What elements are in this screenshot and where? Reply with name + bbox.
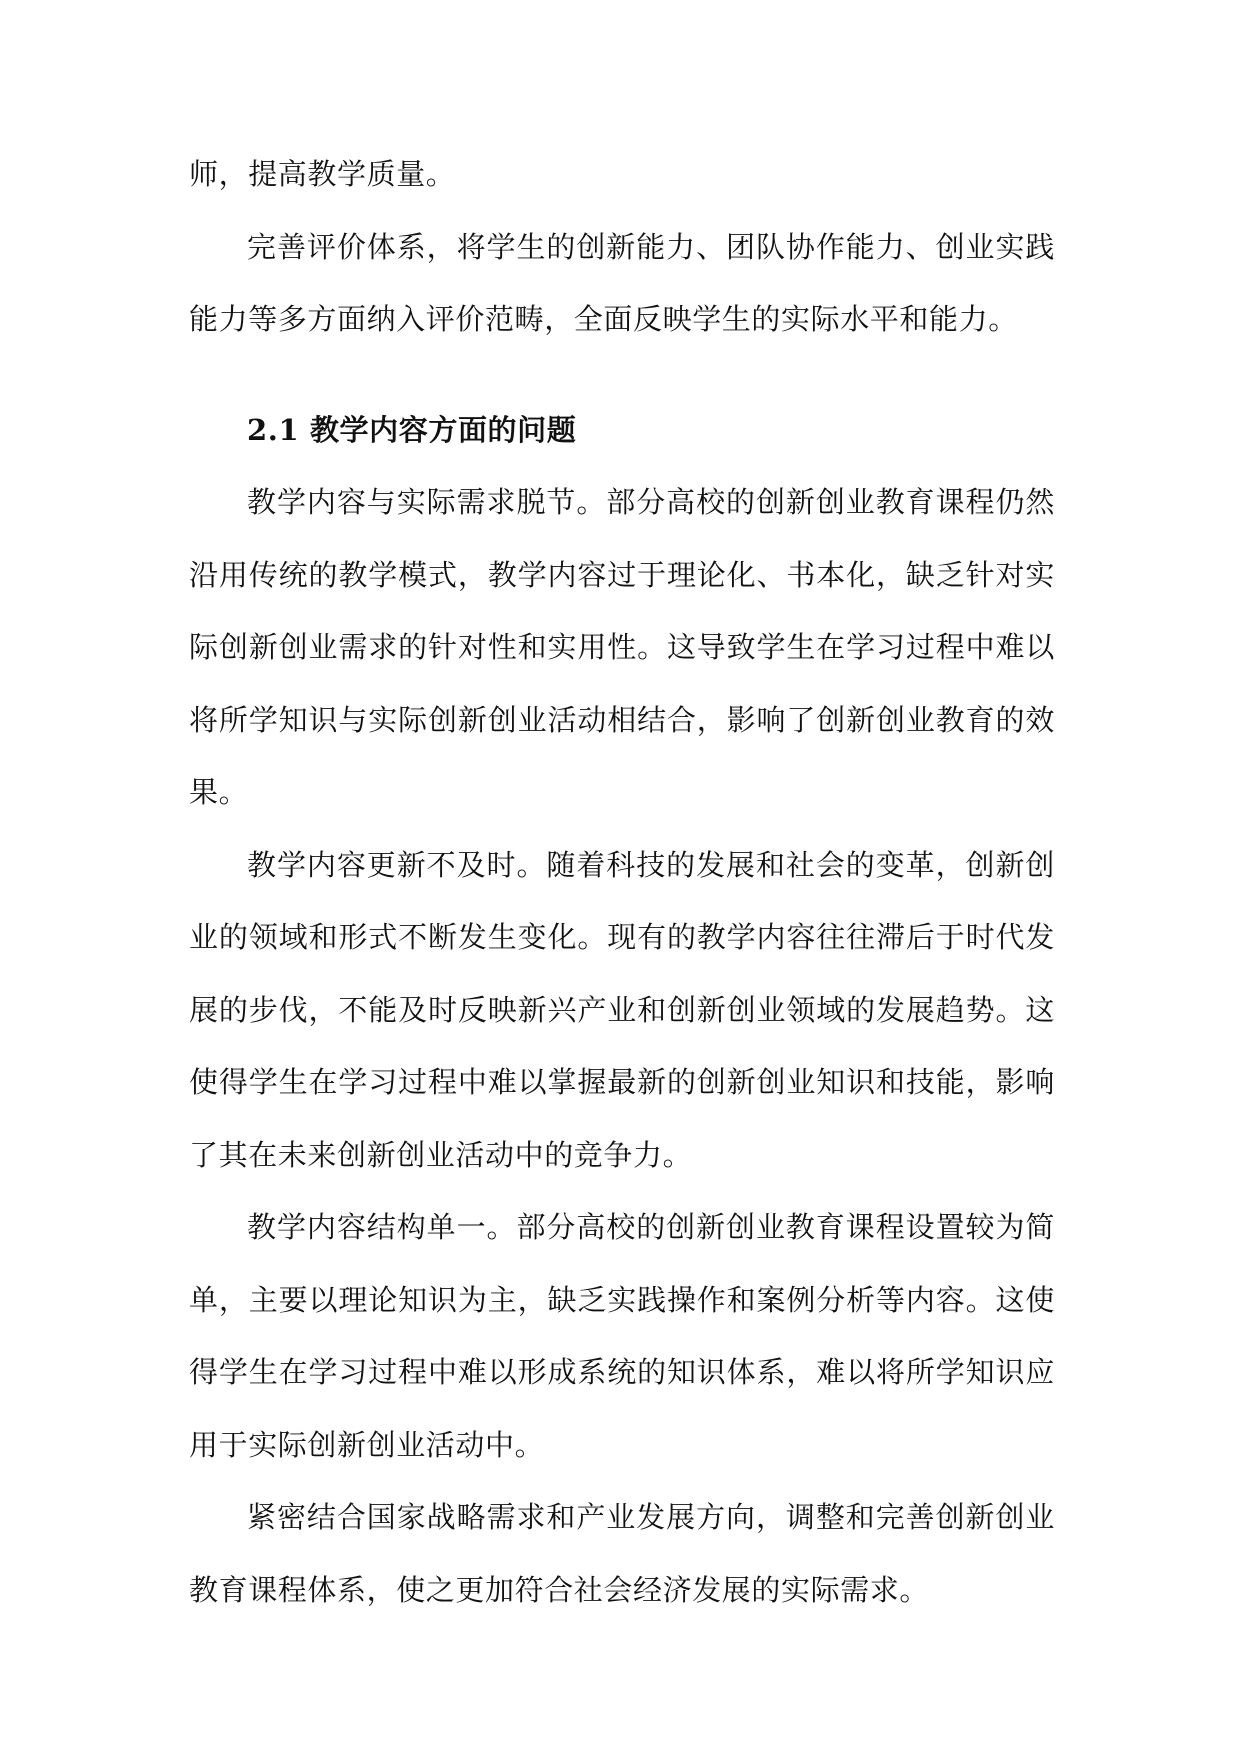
section-heading: 2.1 教学内容方面的问题 <box>247 412 577 447</box>
paragraph-content-outdated: 教学内容更新不及时。随着科技的发展和社会的变革，创新创业的领域和形式不断发生变化。现有的教学内容往往滞后于时代发展的步伐，不能及时反映新兴产业和创新创业领域的发展趋势。这使得学生在学习过程中难以掌握最新的创新创业知识和技能，影响了其在未来创新创业活动中的竞争力。 <box>189 847 1055 1172</box>
paragraph-curriculum-adjustment: 紧密结合国家战略需求和产业发展方向，调整和完善创新创业教育课程体系，使之更加符合社会经济发展的实际需求。 <box>189 1500 1055 1607</box>
paragraph-evaluation-system: 完善评价体系，将学生的创新能力、团队协作能力、创业实践能力等多方面纳入评价范畴，全面反映学生的实际水平和能力。 <box>189 229 1055 336</box>
paragraph-content-structure: 教学内容结构单一。部分高校的创新创业教育课程设置较为简单，主要以理论知识为主，缺乏实践操作和案例分析等内容。这使得学生在学习过程中难以形成系统的知识体系，难以将所学知识应用于实际创新创业活动中。 <box>189 1210 1055 1462</box>
document-body <box>189 138 1055 1626</box>
paragraph-continued: 师，提高教学质量。 <box>189 157 456 191</box>
paragraph-content-mismatch: 教学内容与实际需求脱节。部分高校的创新创业教育课程仍然沿用传统的教学模式，教学内容过于理论化、书本化，缺乏针对实际创新创业需求的针对性和实用性。这导致学生在学习过程中难以将所学知识与实际创新创业活动相结合，影响了创新创业教育的效果。 <box>189 485 1055 809</box>
